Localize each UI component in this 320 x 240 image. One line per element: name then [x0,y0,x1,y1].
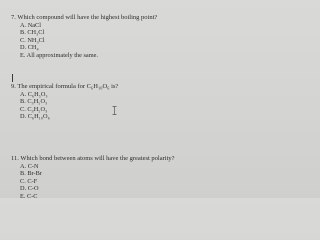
question-7-options [20,22,196,60]
option-e: E. C-C [20,192,38,200]
question-9-prompt: 9. The empirical formula for C₆H₁₀O₆ is? [11,83,119,90]
text-insertion-cursor [12,74,13,82]
option-b: B. CH₃Cl [20,29,45,37]
question-9-options [20,91,196,121]
option-d: D. CH₄ [20,44,39,52]
option-c: C. NH₃Cl [20,36,45,44]
option-d: D. C-O [20,185,39,193]
question-11 [11,155,196,200]
option-b: B. Br-Br [20,170,42,178]
question-11-prompt: 11. Which bond between atoms will have the greatest polarity? [11,155,175,162]
question-7 [11,14,196,59]
question-7-prompt: 7. Which compound will have the highest boiling point? [11,14,158,21]
question-11-options [20,163,196,201]
option-d: D. C₆H₁₀O₆ [20,113,50,121]
question-9 [11,83,196,121]
option-c: C. C-F [20,177,38,185]
option-c: C. C₃H₅O₃ [20,105,48,113]
option-a: A. C-N [20,162,39,170]
option-b: B. C₃H₅O₃ [20,98,48,106]
option-a: A. C₆H₅O₃ [20,90,48,98]
option-e: E. All approximately the same. [20,51,98,59]
option-a: A. NaCl [20,21,41,29]
ibeam-cursor-icon [112,106,117,115]
